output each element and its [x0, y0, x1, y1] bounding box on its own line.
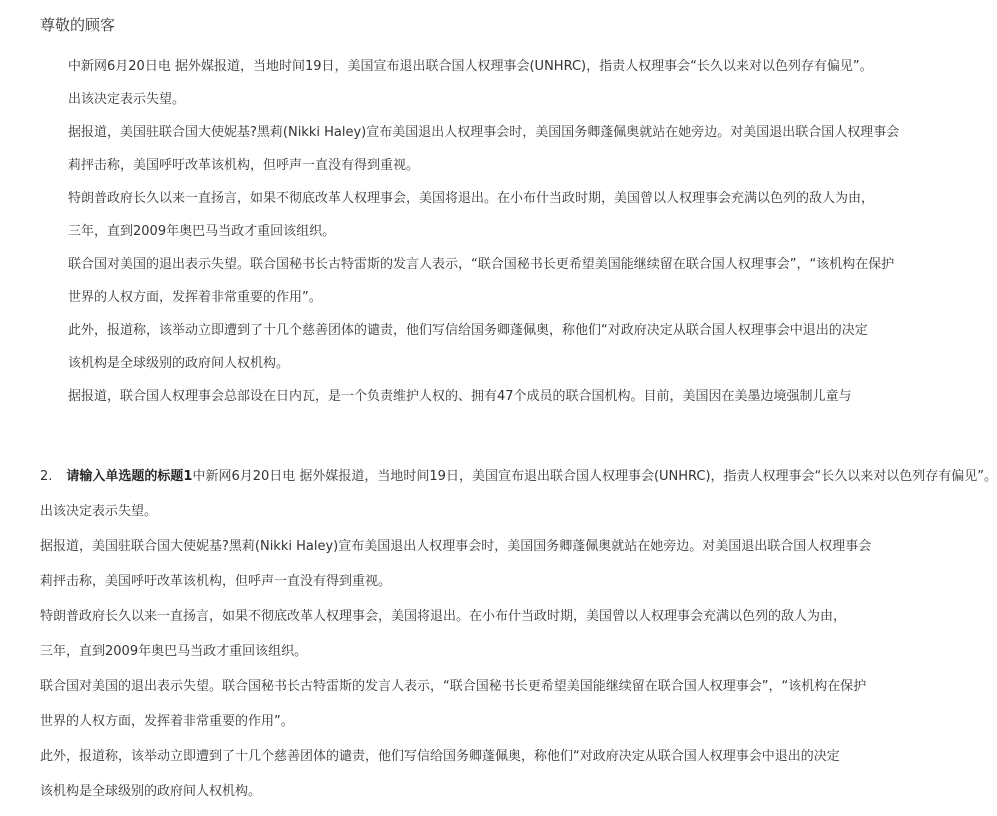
intro-line: 此外，报道称，该举动立即遭到了十几个慈善团体的谴责，他们写信给国务卿蓬佩奥，称他们“对政府决定从联合国人权理事会中退出的决定: [68, 323, 868, 338]
question-text-line: 出该决定表示失望。: [40, 504, 158, 519]
intro-paragraph: [68, 56, 900, 419]
greeting-heading: 尊敬的顾客: [40, 16, 116, 34]
question-text-line: 三年，直到2009年奥巴马当政才重回该组织。: [40, 644, 308, 659]
question-title: 请输入单选题的标题1: [66, 469, 193, 484]
intro-line: 莉抨击称，美国呼吁改革该机构，但呼声一直没有得到重视。: [68, 158, 420, 173]
intro-line: 中新网6月20日电 据外媒报道，当地时间19日，美国宣布退出联合国人权理事会(UNHRC)，指责人权理事会“长久以来对以色列存有偏见”。: [68, 59, 873, 74]
intro-line: 联合国对美国的退出表示失望。联合国秘书长古特雷斯的发言人表示，“联合国秘书长更希望美国能继续留在联合国人权理事会”，“该机构在保护: [68, 257, 895, 272]
intro-line: 三年，直到2009年奥巴马当政才重回该组织。: [68, 224, 336, 239]
intro-line: 出该决定表示失望。: [68, 92, 186, 107]
question-text: 中新网6月20日电 据外媒报道，当地时间19日，美国宣布退出联合国人权理事会(UNHRC)，指责人权理事会“长久以来对以色列存有偏见”。: [192, 469, 997, 484]
question-text-line: 此外，报道称，该举动立即遭到了十几个慈善团体的谴责，他们写信给国务卿蓬佩奥，称他们“对政府决定从联合国人权理事会中退出的决定: [40, 749, 840, 764]
question-title-line: [40, 466, 997, 501]
intro-line: 据报道，美国驻联合国大使妮基?黑莉(Nikki Haley)宣布美国退出人权理事会时，美国国务卿蓬佩奥就站在她旁边。对美国退出联合国人权理事会: [68, 125, 900, 140]
question-text-line: 特朗普政府长久以来一直扬言，如果不彻底改革人权理事会，美国将退出。在小布什当政时期，美国曾以人权理事会充满以色列的敌人为由，: [40, 609, 847, 624]
intro-line: 世界的人权方面，发挥着非常重要的作用”。: [68, 290, 322, 305]
question-text-line: 联合国对美国的退出表示失望。联合国秘书长古特雷斯的发言人表示，“联合国秘书长更希望美国能继续留在联合国人权理事会”，“该机构在保护: [40, 679, 867, 694]
question-number: 2.: [40, 469, 53, 484]
question-2: [40, 466, 997, 816]
question-text-line: 该机构是全球级别的政府间人权机构。: [40, 784, 262, 799]
question-text-line: 莉抨击称，美国呼吁改革该机构，但呼声一直没有得到重视。: [40, 574, 392, 589]
intro-line: 该机构是全球级别的政府间人权机构。: [68, 356, 290, 371]
question-text-line: 据报道，美国驻联合国大使妮基?黑莉(Nikki Haley)宣布美国退出人权理事会时，美国国务卿蓬佩奥就站在她旁边。对美国退出联合国人权理事会: [40, 539, 872, 554]
question-text-line: 世界的人权方面，发挥着非常重要的作用”。: [40, 714, 294, 729]
intro-line: 据报道，联合国人权理事会总部设在日内瓦，是一个负责维护人权的、拥有47个成员的联合国机构。目前，美国因在美墨边境强制儿童与: [68, 389, 852, 404]
intro-line: 特朗普政府长久以来一直扬言，如果不彻底改革人权理事会，美国将退出。在小布什当政时期，美国曾以人权理事会充满以色列的敌人为由，: [68, 191, 875, 206]
